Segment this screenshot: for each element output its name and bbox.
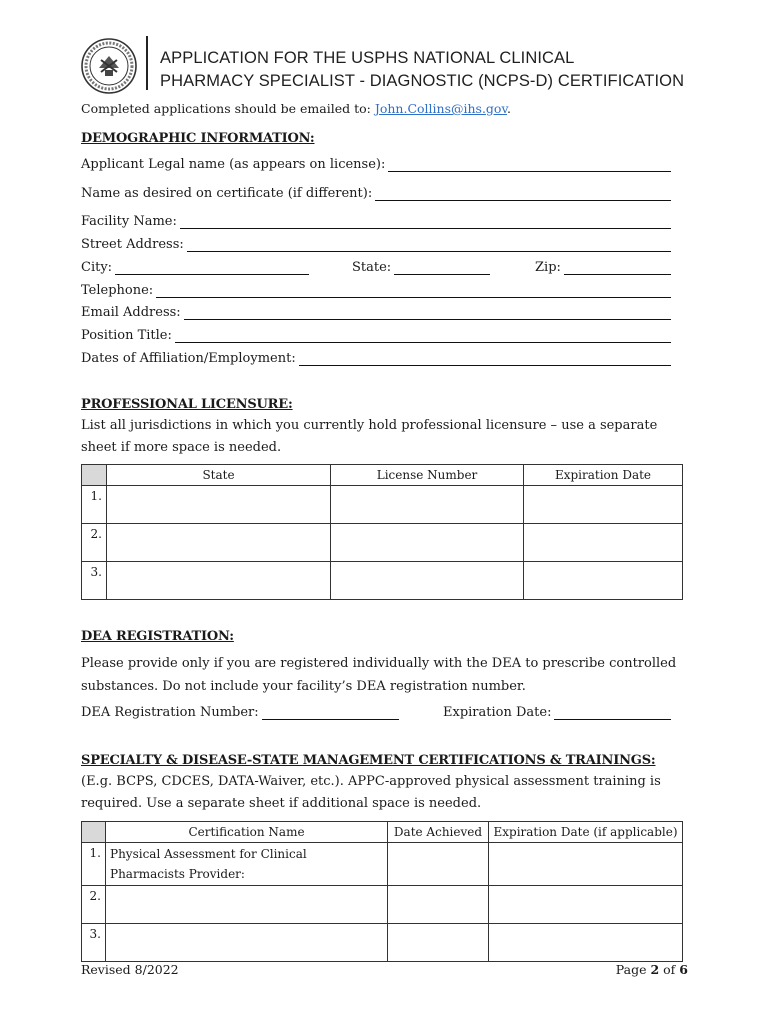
licensure-table	[81, 464, 683, 600]
specialty-instructions: (E.g. BCPS, CDCES, DATA-Waiver, etc.). APPC-approved physical assessment training is required. Use a separate sheet if additional space is needed.	[81, 774, 661, 811]
licensure-instructions: List all jurisdictions in which you currently hold professional licensure – use a separate sheet if more space is needed.	[81, 418, 658, 455]
zip-label: Zip:	[535, 260, 561, 275]
email-address-input[interactable]	[184, 307, 671, 320]
email-address-field[interactable]	[81, 305, 671, 320]
revision-date: Revised 8/2022	[81, 962, 179, 977]
dea-expiration-label: Expiration Date:	[443, 705, 552, 720]
certification-name-cell[interactable]: Physical Assessment for Clinical Pharmacists Provider:	[106, 843, 388, 886]
dea-instructions: Please provide only if you are registered individually with the DEA to prescribe controlled substances. Do not include your facility’s DEA registration number.	[81, 656, 677, 694]
row-number-header	[82, 822, 106, 843]
specialty-heading: SPECIALTY & DISEASE-STATE MANAGEMENT CERTIFICATIONS & TRAININGS:	[81, 753, 656, 768]
legal-name-field[interactable]	[81, 157, 671, 172]
legal-name-label: Applicant Legal name (as appears on license):	[81, 157, 386, 172]
demographic-heading: DEMOGRAPHIC INFORMATION:	[81, 131, 315, 146]
street-address-field[interactable]	[81, 237, 671, 252]
facility-name-label: Facility Name:	[81, 214, 177, 229]
table-row	[82, 486, 683, 524]
state-input[interactable]	[394, 262, 490, 275]
row-number: 1.	[82, 843, 106, 886]
dea-heading: DEA REGISTRATION:	[81, 629, 234, 644]
zip-field[interactable]	[535, 260, 671, 275]
facility-name-field[interactable]	[81, 214, 671, 229]
total-pages: 6	[679, 962, 688, 977]
table-row	[82, 524, 683, 562]
column-header-certification-name: Certification Name	[106, 822, 388, 843]
current-page: 2	[650, 962, 660, 977]
position-title-input[interactable]	[175, 330, 671, 343]
license-number-cell[interactable]	[331, 524, 524, 562]
submission-note: Completed applications should be emailed to: John.Collins@ihs.gov.	[81, 101, 512, 116]
city-label: City:	[81, 260, 113, 275]
city-field[interactable]	[81, 260, 309, 275]
state-label: State:	[352, 260, 392, 275]
street-address-label: Street Address:	[81, 237, 184, 252]
cert-expiration-cell[interactable]	[489, 924, 683, 962]
certifications-table	[81, 821, 683, 962]
certificate-name-label: Name as desired on certificate (if different):	[81, 186, 373, 201]
telephone-field[interactable]	[81, 283, 671, 298]
date-achieved-cell[interactable]	[388, 843, 489, 886]
street-address-input[interactable]	[187, 239, 671, 252]
table-row	[82, 562, 683, 600]
email-address-label: Email Address:	[81, 305, 181, 320]
expiration-date-cell[interactable]	[524, 562, 683, 600]
zip-input[interactable]	[564, 262, 671, 275]
certificate-name-field[interactable]	[81, 186, 671, 201]
legal-name-input[interactable]	[388, 159, 671, 172]
row-number: 3.	[82, 562, 107, 600]
telephone-input[interactable]	[156, 285, 671, 298]
state-cell[interactable]	[107, 486, 331, 524]
certificate-name-input[interactable]	[375, 188, 671, 201]
dates-affiliation-field[interactable]	[81, 351, 671, 366]
table-row	[82, 924, 683, 962]
state-field[interactable]	[352, 260, 490, 275]
table-row	[82, 843, 683, 886]
dates-affiliation-label: Dates of Affiliation/Employment:	[81, 351, 296, 366]
state-cell[interactable]	[107, 562, 331, 600]
state-cell[interactable]	[107, 524, 331, 562]
date-achieved-cell[interactable]	[388, 886, 489, 924]
license-number-cell[interactable]	[331, 562, 524, 600]
dates-affiliation-input[interactable]	[299, 353, 671, 366]
expiration-date-cell[interactable]	[524, 486, 683, 524]
dea-expiration-input[interactable]	[554, 707, 671, 720]
email-link[interactable]: John.Collins@ihs.gov	[374, 101, 508, 116]
position-title-label: Position Title:	[81, 328, 172, 343]
expiration-date-cell[interactable]	[524, 524, 683, 562]
certification-name-cell[interactable]	[106, 924, 388, 962]
dea-expiration-field[interactable]	[443, 705, 671, 720]
column-header-date-achieved: Date Achieved	[388, 822, 489, 843]
cert-expiration-cell[interactable]	[489, 886, 683, 924]
licensure-heading: PROFESSIONAL LICENSURE:	[81, 397, 293, 412]
position-title-field[interactable]	[81, 328, 671, 343]
certification-name-cell[interactable]	[106, 886, 388, 924]
table-row	[82, 886, 683, 924]
city-input[interactable]	[115, 262, 309, 275]
row-number: 1.	[82, 486, 107, 524]
license-number-cell[interactable]	[331, 486, 524, 524]
row-number: 3.	[82, 924, 106, 962]
telephone-label: Telephone:	[81, 283, 154, 298]
page-number: Page 2 of 6	[615, 962, 688, 977]
title-divider	[146, 36, 148, 90]
column-header-cert-expiration: Expiration Date (if applicable)	[489, 822, 683, 843]
column-header-license-number: License Number	[331, 465, 524, 486]
row-number: 2.	[82, 886, 106, 924]
dea-number-field[interactable]	[81, 705, 399, 720]
page-title: APPLICATION FOR THE USPHS NATIONAL CLINICAL PHARMACY SPECIALIST - DIAGNOSTIC (NCPS-D) CERTIFICATION	[160, 49, 685, 90]
row-number: 2.	[82, 524, 107, 562]
column-header-state: State	[107, 465, 331, 486]
cert-expiration-cell[interactable]	[489, 843, 683, 886]
row-number-header	[82, 465, 107, 486]
date-achieved-cell[interactable]	[388, 924, 489, 962]
facility-name-input[interactable]	[180, 216, 671, 229]
dea-number-label: DEA Registration Number:	[81, 705, 259, 720]
column-header-expiration-date: Expiration Date	[524, 465, 683, 486]
usphs-seal-logo	[81, 38, 137, 94]
dea-number-input[interactable]	[262, 707, 399, 720]
